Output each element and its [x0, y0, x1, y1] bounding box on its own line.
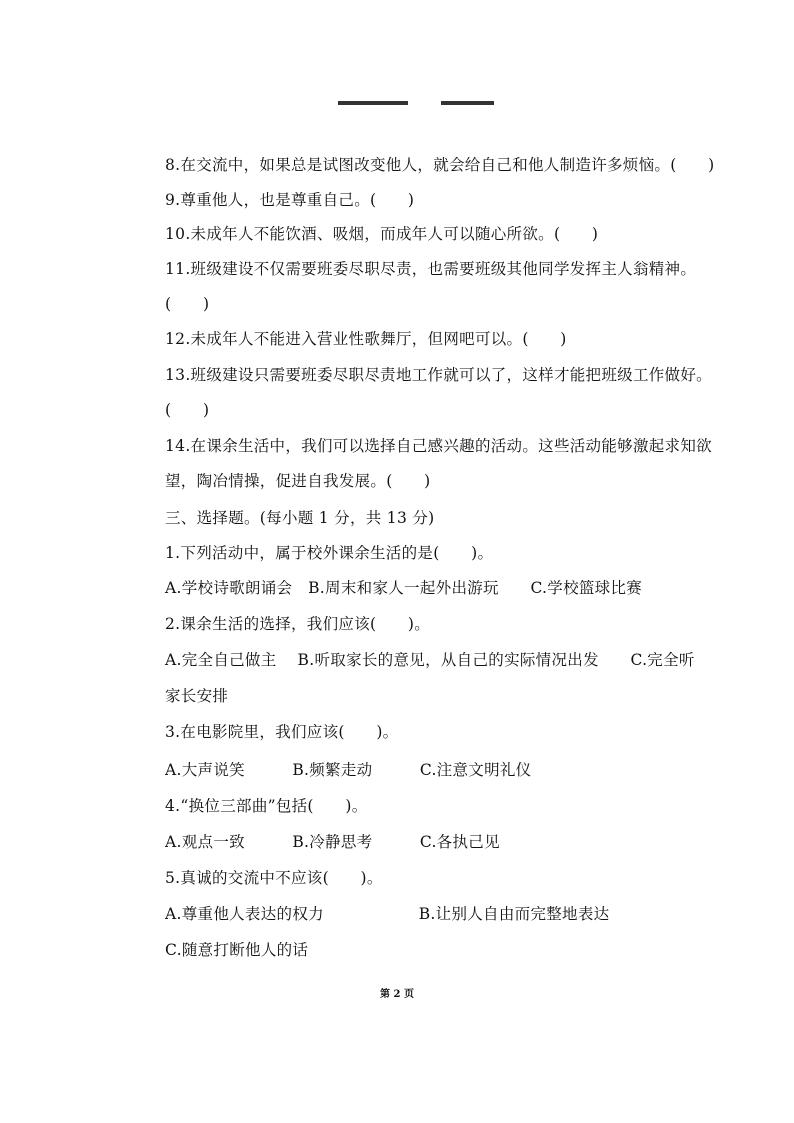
question-13-blank: ( ) — [165, 401, 210, 419]
question-13: 13.班级建设只需要班委尽职尽责地工作就可以了，这样才能把班级工作做好。 — [165, 366, 712, 384]
choice-4-options: A.观点一致 B.冷静思考 C.各执己见 — [165, 833, 500, 851]
question-14: 14.在课余生活中，我们可以选择自己感兴趣的活动。这些活动能够激起求知欲 — [165, 437, 712, 455]
question-9: 9.尊重他人，也是尊重自己。( ) — [165, 191, 415, 209]
header-rule-right — [441, 101, 494, 105]
choice-1-options: A.学校诗歌朗诵会 B.周末和家人一起外出游玩 C.学校篮球比赛 — [165, 579, 643, 597]
question-11: 11.班级建设不仅需要班委尽职尽责，也需要班级其他同学发挥主人翁精神。 — [165, 260, 697, 278]
choice-5: 5.真诚的交流中不应该( )。 — [165, 869, 383, 887]
header-rule-left — [338, 101, 408, 105]
choice-3: 3.在电影院里，我们应该( )。 — [165, 723, 399, 741]
question-8: 8.在交流中，如果总是试图改变他人，就会给自己和他人制造许多烦恼。( ) — [165, 156, 715, 174]
section-heading: 三、选择题。(每小题 1 分，共 13 分) — [165, 509, 435, 527]
choice-2-options-cont: 家长安排 — [165, 687, 229, 705]
choice-3-options: A.大声说笑 B.频繁走动 C.注意文明礼仪 — [165, 761, 532, 779]
choice-1: 1.下列活动中，属于校外课余生活的是( )。 — [165, 544, 494, 562]
question-14-cont: 望，陶冶情操，促进自我发展。( ) — [165, 472, 431, 490]
question-11-blank: ( ) — [165, 295, 210, 313]
choice-5-options: A.尊重他人表达的权力 B.让别人自由而完整地表达 — [165, 905, 610, 923]
choice-2-options: A.完全自己做主 B.听取家长的意见，从自己的实际情况出发 C.完全听 — [165, 651, 695, 669]
choice-2: 2.课余生活的选择，我们应该( )。 — [165, 615, 431, 633]
choice-4: 4.“换位三部曲”包括( )。 — [165, 797, 368, 815]
page-number: 第 2 页 — [380, 989, 414, 1000]
question-12: 12.未成年人不能进入营业性歌舞厅，但网吧可以。( ) — [165, 330, 567, 348]
question-10: 10.未成年人不能饮酒、吸烟，而成年人可以随心所欲。( ) — [165, 225, 599, 243]
choice-5-options-cont: C.随意打断他人的话 — [165, 941, 309, 959]
